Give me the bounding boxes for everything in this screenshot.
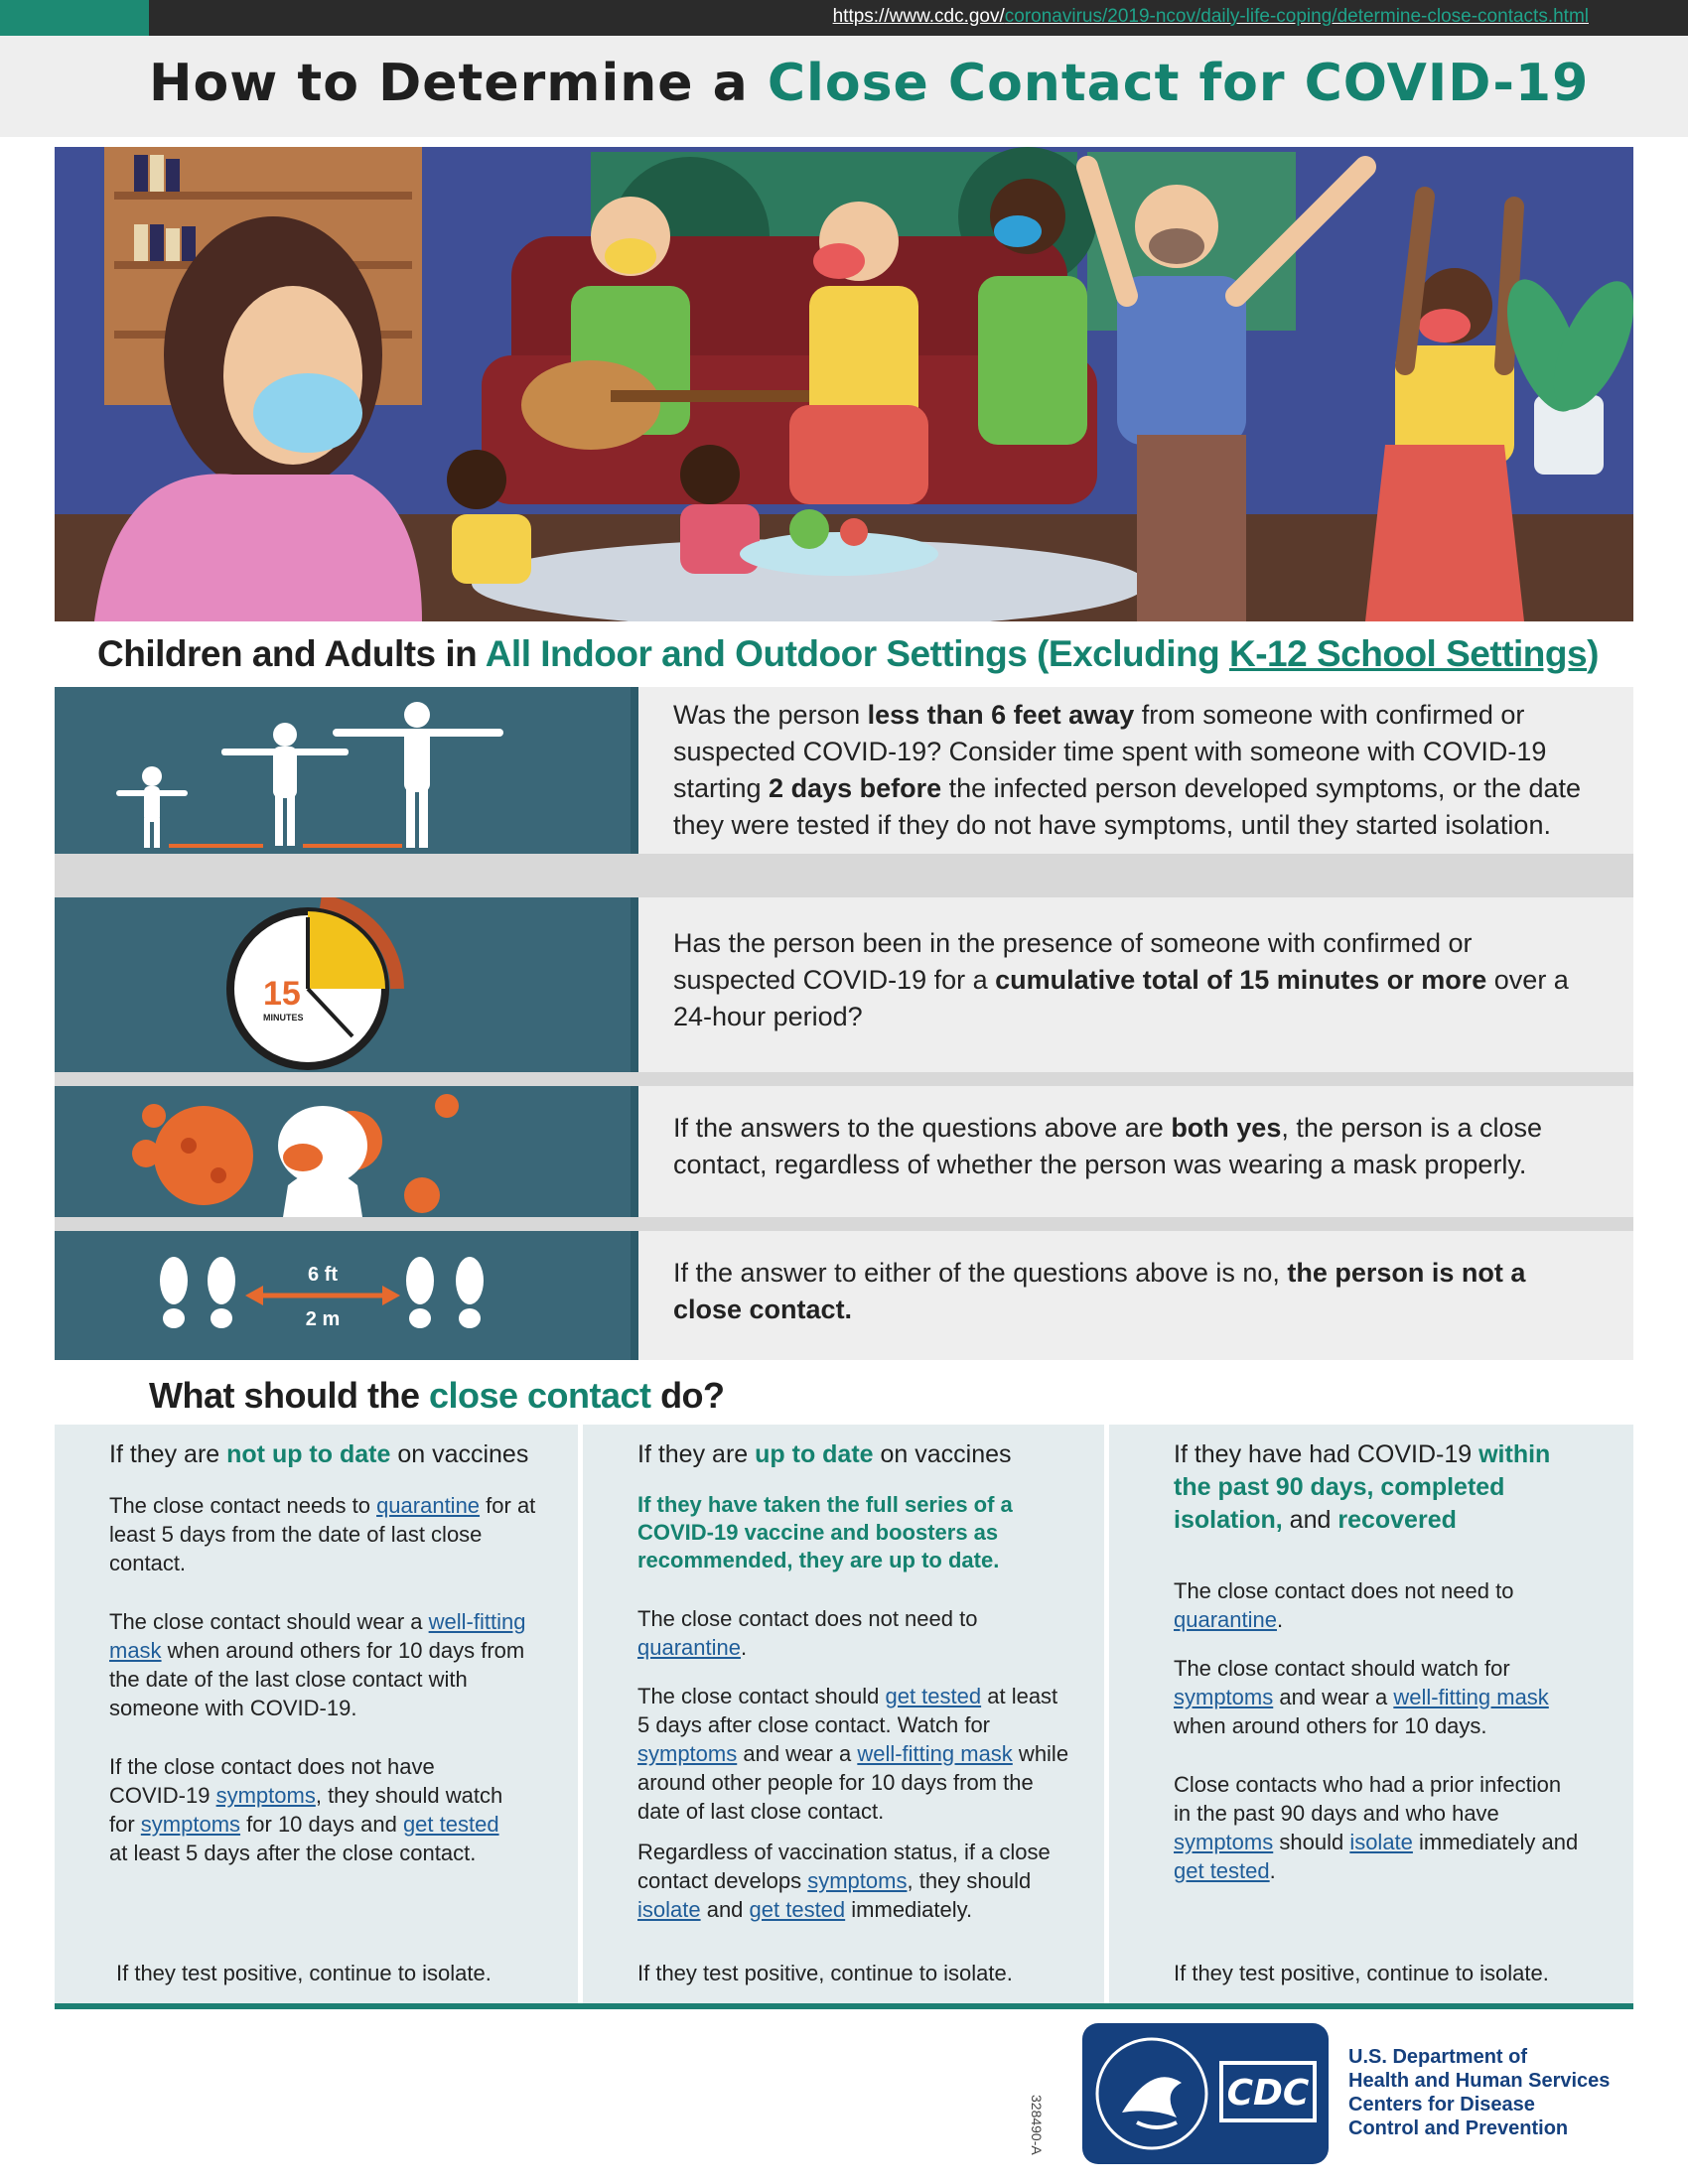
s3-text-b: , the person is a close contact, regardless of whether the person was wearing a mask properly. (673, 1113, 1542, 1179)
col2-p3-d: immediately. (845, 1897, 973, 1922)
col2-p3-b: , they should (907, 1868, 1032, 1893)
col3-p2-b: and wear a (1273, 1685, 1394, 1709)
col1-symptoms-paragraph (109, 1752, 506, 1867)
s4-text-a: If the answer to either of the questions above is no, (673, 1258, 1288, 1288)
what-tail: do? (650, 1375, 725, 1416)
close-contact-row (55, 1086, 1633, 1217)
people-distance-icon (55, 687, 631, 854)
col1-quarantine-paragraph (109, 1491, 536, 1577)
col2-h-lead: If they are (637, 1440, 756, 1468)
row-separator (55, 1217, 1633, 1231)
what-lead: What should the (149, 1375, 429, 1416)
s3-text-a: If the answers to the questions above are (673, 1113, 1172, 1143)
col1-p3-a: If the close contact does not have COVID-19 (109, 1754, 435, 1808)
quarantine-link[interactable]: quarantine (376, 1493, 481, 1518)
not-close-contact-row (55, 1231, 1633, 1360)
col2-quarantine-paragraph (637, 1604, 995, 1662)
col1-positive-note: If they test positive, continue to isolate. (116, 1961, 492, 1985)
well-fitting-mask-link[interactable]: well-fitting mask (857, 1741, 1013, 1766)
title-bar (0, 36, 1688, 137)
col3-prior-infection-paragraph (1174, 1770, 1581, 1885)
footprints-distance-icon (55, 1231, 631, 1360)
col3-positive-note: If they test positive, continue to isolate. (1174, 1961, 1549, 1985)
clock-unit: MINUTES (263, 1013, 304, 1023)
q1-text-a: Was the person (673, 700, 868, 730)
col1-p3-d: at least 5 days after the close contact. (109, 1841, 477, 1865)
clock-number: 15 (263, 975, 301, 1013)
section-heading (97, 633, 1599, 675)
document-id: 328490-A (1029, 2095, 1045, 2155)
get-tested-link[interactable]: get tested (749, 1897, 846, 1922)
col1-p2-a: The close contact should wear a (109, 1609, 429, 1634)
col2-up-to-date-definition: If they have taken the full series of a COVID-19 vaccine and boosters as recommended, they are up to date. (637, 1492, 1013, 1572)
distance-feet-label: 6 ft (308, 1264, 338, 1286)
get-tested-link[interactable]: get tested (402, 1812, 499, 1837)
org-line4: Control and Prevention (1348, 2117, 1569, 2139)
both-yes-statement (631, 1086, 1633, 1217)
s4-bold-not-close: the person is not a close contact. (673, 1258, 1526, 1324)
cdc-logo-text: CDC (1226, 2073, 1310, 2114)
column-recent-covid (1109, 1425, 1633, 2005)
distance-panel (55, 687, 631, 854)
col2-p2-d: while around other people for 10 days from the date of last close contact. (637, 1741, 1069, 1824)
what-highlight: close contact (428, 1375, 651, 1416)
k12-settings-link[interactable]: K-12 School Settings (1229, 633, 1588, 674)
q2-bold-total: cumulative total of 15 minutes or more (995, 965, 1487, 995)
title-highlight: Close Contact for COVID-19 (767, 54, 1590, 113)
get-tested-link[interactable]: get tested (1174, 1858, 1270, 1883)
col2-p2-b: at least 5 days after close contact. Watch for (637, 1684, 1058, 1737)
q2-text-a: Has the person been in the presence of someone with confirmed or suspected COVID-19 for a (673, 928, 1473, 995)
title-lead: How to Determine a (149, 54, 768, 113)
row-separator (55, 1072, 1633, 1086)
col2-positive-note: If they test positive, continue to isolate. (637, 1961, 1013, 1985)
isolate-link[interactable]: isolate (637, 1897, 701, 1922)
column-up-to-date (583, 1425, 1104, 2005)
q1-bold-distance: less than 6 feet away (867, 700, 1135, 730)
col2-testing-paragraph (637, 1682, 1074, 1826)
q2-text-b: over a 24-hour period? (673, 965, 1569, 1031)
row-separator (55, 854, 1633, 897)
url-prefix: https://www.cdc.gov/ (832, 6, 1005, 27)
col3-p3-a: Close contacts who had a prior infection in the past 90 days and who have (1174, 1772, 1562, 1826)
top-accent-strip (0, 0, 149, 36)
symptoms-link[interactable]: symptoms (637, 1741, 738, 1766)
agency-name-block (1348, 2045, 1610, 2140)
col2-heading (637, 1438, 1104, 1471)
col2-develops-symptoms-paragraph (637, 1838, 1074, 1924)
well-fitting-mask-link[interactable]: well-fitting mask (109, 1609, 526, 1663)
hero-illustration (55, 147, 1633, 621)
q1-text-c: the infected person developed symptoms, or the date they were tested if they do not have symptoms, until they started isolation. (673, 773, 1582, 840)
url-path: coronavirus/2019-ncov/daily-life-coping/determine-close-contacts.html (1004, 6, 1589, 27)
symptoms-link[interactable]: symptoms (140, 1812, 241, 1837)
q1-text-b: from someone with confirmed or suspected COVID-19? Consider time spent with someone with COVID-19 starting (673, 700, 1547, 803)
page-title (149, 54, 1589, 113)
get-tested-link[interactable]: get tested (885, 1684, 982, 1708)
q1-bold-days: 2 days before (769, 773, 942, 803)
symptoms-link[interactable]: symptoms (1174, 1685, 1274, 1709)
virus-panel (55, 1086, 631, 1217)
col3-heading (1174, 1438, 1591, 1537)
what-should-heading (149, 1375, 725, 1417)
col3-p2-c: when around others for 10 days. (1174, 1713, 1487, 1738)
living-room-scene-icon (55, 147, 1633, 621)
col3-p2-a: The close contact should watch for (1174, 1656, 1510, 1681)
footprints-panel (55, 1231, 631, 1360)
virus-masked-person-icon (55, 1086, 631, 1217)
time-panel (55, 897, 631, 1072)
column-not-up-to-date (55, 1425, 578, 2005)
org-line1: U.S. Department of (1348, 2046, 1528, 2068)
quarantine-link[interactable]: quarantine (1174, 1607, 1277, 1632)
col2-p1-a: The close contact does not need to (637, 1606, 978, 1631)
hhs-cdc-logo (1082, 2023, 1329, 2164)
symptoms-link[interactable]: symptoms (1174, 1830, 1274, 1854)
section-lead: Children and Adults in (97, 633, 486, 674)
col3-p1-b: . (1276, 1607, 1284, 1632)
col1-heading (109, 1438, 578, 1471)
col2-p1-b: . (740, 1635, 748, 1660)
col3-h-bold: within the past 90 days, completed isolation, (1174, 1440, 1551, 1534)
col2-p2-c: and wear a (737, 1741, 858, 1766)
col1-h-lead: If they are (109, 1440, 227, 1468)
section-tail: ) (1587, 633, 1599, 674)
s3-bold-both-yes: both yes (1171, 1113, 1282, 1143)
col1-p3-c: for 10 days and (240, 1812, 403, 1837)
col2-p3-c: and (700, 1897, 750, 1922)
symptoms-link[interactable]: symptoms (215, 1783, 316, 1808)
col1-h-bold: not up to date (226, 1440, 391, 1468)
bottom-divider (55, 2003, 1633, 2009)
org-line3: Centers for Disease (1348, 2094, 1535, 2116)
not-close-contact-statement (631, 1231, 1633, 1360)
criteria-row-time (55, 897, 1633, 1072)
distance-meters-label: 2 m (305, 1308, 341, 1330)
hhs-eagle-seal-icon (1082, 2023, 1329, 2164)
col3-p3-c: immediately and (1412, 1830, 1579, 1854)
col3-h-lead: If they have had COVID-19 (1174, 1440, 1479, 1468)
col1-h-tail: on vaccines (390, 1440, 529, 1468)
quarantine-link[interactable]: quarantine (637, 1635, 741, 1660)
criteria-row-distance (55, 687, 1633, 854)
col3-h-mid: and (1282, 1506, 1338, 1534)
col3-p3-b: should (1273, 1830, 1350, 1854)
col3-p3-d: . (1269, 1858, 1276, 1883)
col3-quarantine-paragraph (1174, 1576, 1531, 1634)
col1-p3-b: , they should watch for (109, 1783, 503, 1837)
time-question (631, 897, 1633, 1072)
col1-p1-b: for at least 5 days from the date of last close contact. (109, 1493, 536, 1575)
symptoms-link[interactable]: symptoms (807, 1868, 908, 1893)
col2-h-tail: on vaccines (873, 1440, 1012, 1468)
col3-h-bold2: recovered (1337, 1506, 1457, 1534)
col1-mask-paragraph (109, 1607, 536, 1722)
isolate-link[interactable]: isolate (1349, 1830, 1413, 1854)
top-url-bar (0, 0, 1688, 36)
col1-p2-b: when around others for 10 days from the date of the last close contact with someone with COVID-19. (109, 1638, 525, 1720)
col1-p1-a: The close contact needs to (109, 1493, 377, 1518)
col2-p3-a: Regardless of vaccination status, if a close contact develops (637, 1840, 1051, 1893)
clock-15-minutes-icon (55, 897, 631, 1072)
section-highlight: All Indoor and Outdoor Settings (Excluding (485, 633, 1230, 674)
source-url-link[interactable] (833, 6, 1589, 28)
col3-p1-a: The close contact does not need to (1174, 1578, 1514, 1603)
distance-question (631, 687, 1633, 854)
col3-watch-paragraph (1174, 1654, 1581, 1740)
col2-p2-a: The close contact should (637, 1684, 886, 1708)
well-fitting-mask-link[interactable]: well-fitting mask (1393, 1685, 1549, 1709)
org-line2: Health and Human Services (1348, 2070, 1611, 2092)
col2-h-bold: up to date (755, 1440, 874, 1468)
